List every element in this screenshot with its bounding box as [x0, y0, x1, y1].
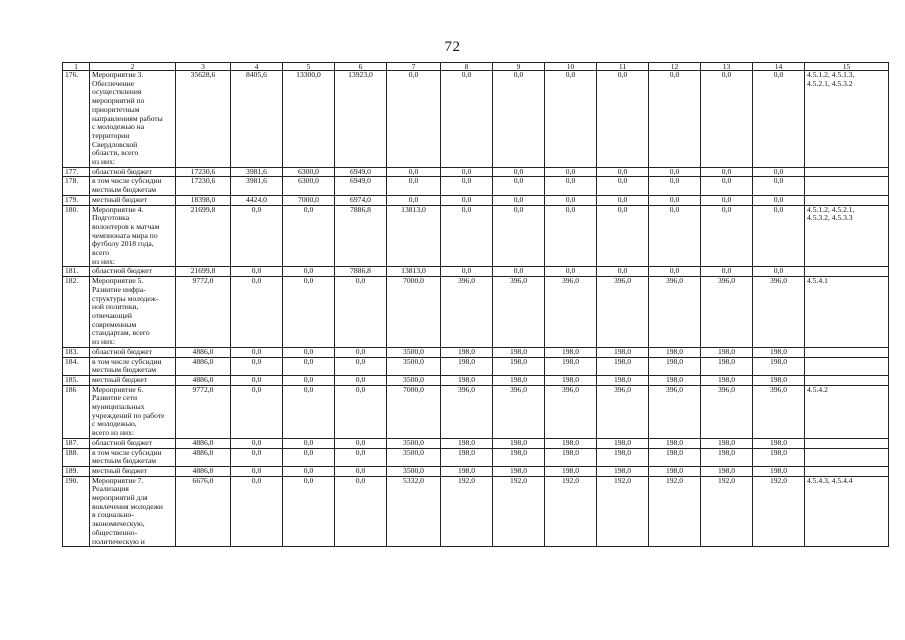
value-cell: 396,0 [649, 277, 701, 348]
value-cell: 8405,6 [231, 71, 283, 168]
value-cell: 192,0 [597, 476, 649, 547]
value-cell: 396,0 [545, 385, 597, 438]
value-cell: 0,0 [649, 167, 701, 177]
value-cell: 5332,0 [387, 476, 441, 547]
value-cell: 0,0 [283, 205, 335, 267]
value-cell: 0,0 [545, 205, 597, 267]
target-indicator-refs: 4.5.4.2 [805, 385, 889, 438]
value-cell: 0,0 [649, 71, 701, 168]
value-cell: 4424,0 [231, 195, 283, 205]
value-cell: 0,0 [597, 177, 649, 195]
row-name: в том числе субсидии местным бюджетам [90, 177, 176, 195]
value-cell: 3981,6 [231, 167, 283, 177]
value-cell: 7000,0 [283, 195, 335, 205]
row-name: областной бюджет [90, 267, 176, 277]
value-cell: 0,0 [231, 205, 283, 267]
value-cell: 0,0 [231, 448, 283, 466]
value-cell: 198,0 [753, 357, 805, 375]
value-cell: 198,0 [493, 357, 545, 375]
value-cell: 0,0 [597, 267, 649, 277]
value-cell: 0,0 [335, 357, 387, 375]
value-cell: 0,0 [283, 448, 335, 466]
target-indicator-refs [805, 267, 889, 277]
table-row [63, 466, 889, 476]
value-cell: 0,0 [441, 205, 493, 267]
value-cell: 198,0 [753, 438, 805, 448]
value-cell: 0,0 [753, 71, 805, 168]
value-cell: 4886,0 [176, 466, 231, 476]
value-cell: 198,0 [701, 375, 753, 385]
target-indicator-refs [805, 448, 889, 466]
value-cell: 396,0 [441, 277, 493, 348]
value-cell: 198,0 [441, 466, 493, 476]
row-number: 187. [63, 438, 90, 448]
value-cell: 17230,6 [176, 177, 231, 195]
column-header-5: 5 [283, 63, 335, 71]
value-cell: 198,0 [649, 466, 701, 476]
table-body [63, 71, 889, 547]
value-cell: 0,0 [283, 375, 335, 385]
row-number: 190. [63, 476, 90, 547]
value-cell: 198,0 [493, 375, 545, 385]
header-row [63, 63, 889, 71]
value-cell: 0,0 [753, 195, 805, 205]
column-header-12: 12 [649, 63, 701, 71]
value-cell: 6300,0 [283, 177, 335, 195]
target-indicator-refs [805, 177, 889, 195]
value-cell: 7886,8 [335, 267, 387, 277]
value-cell: 9772,0 [176, 277, 231, 348]
value-cell: 198,0 [701, 466, 753, 476]
table-row [63, 177, 889, 195]
value-cell: 396,0 [649, 385, 701, 438]
value-cell: 198,0 [701, 357, 753, 375]
value-cell: 192,0 [701, 476, 753, 547]
table-row [63, 267, 889, 277]
value-cell: 198,0 [649, 347, 701, 357]
row-name: местный бюджет [90, 375, 176, 385]
row-number: 185. [63, 375, 90, 385]
target-indicator-refs: 4.5.4.1 [805, 277, 889, 348]
column-header-10: 10 [545, 63, 597, 71]
value-cell: 3500,0 [387, 438, 441, 448]
table-row [63, 438, 889, 448]
value-cell: 0,0 [441, 167, 493, 177]
row-number: 180. [63, 205, 90, 267]
value-cell: 0,0 [493, 167, 545, 177]
value-cell: 0,0 [335, 438, 387, 448]
value-cell: 198,0 [597, 448, 649, 466]
value-cell: 0,0 [231, 438, 283, 448]
value-cell: 18398,0 [176, 195, 231, 205]
value-cell: 0,0 [753, 167, 805, 177]
row-number: 176. [63, 71, 90, 168]
value-cell: 0,0 [649, 195, 701, 205]
page-number: 72 [444, 39, 461, 55]
value-cell: 198,0 [753, 448, 805, 466]
value-cell: 0,0 [493, 205, 545, 267]
row-name: в том числе субсидии местным бюджетам [90, 357, 176, 375]
table-row [63, 167, 889, 177]
row-number: 177. [63, 167, 90, 177]
value-cell: 6949,0 [335, 177, 387, 195]
row-name: Мероприятие 6. Развитие сети муниципальных учреждений по работе с молодежью, всего из них: [90, 385, 176, 438]
target-indicator-refs: 4.5.1.2, 4.5.2.1, 4.5.3.2, 4.5.3.3 [805, 205, 889, 267]
column-header-14: 14 [753, 63, 805, 71]
row-name: областной бюджет [90, 167, 176, 177]
value-cell: 17230,6 [176, 167, 231, 177]
value-cell: 198,0 [441, 448, 493, 466]
value-cell: 0,0 [387, 177, 441, 195]
column-header-11: 11 [597, 63, 649, 71]
value-cell: 198,0 [597, 466, 649, 476]
value-cell: 198,0 [701, 438, 753, 448]
value-cell: 0,0 [387, 167, 441, 177]
value-cell: 3500,0 [387, 466, 441, 476]
value-cell: 396,0 [493, 385, 545, 438]
value-cell: 0,0 [597, 71, 649, 168]
value-cell: 7000,0 [387, 385, 441, 438]
row-number: 189. [63, 466, 90, 476]
value-cell: 0,0 [231, 476, 283, 547]
value-cell: 7886,8 [335, 205, 387, 267]
target-indicator-refs [805, 466, 889, 476]
row-number: 181. [63, 267, 90, 277]
value-cell: 198,0 [649, 375, 701, 385]
value-cell: 396,0 [493, 277, 545, 348]
value-cell: 21699,8 [176, 267, 231, 277]
value-cell: 396,0 [701, 277, 753, 348]
value-cell: 396,0 [597, 385, 649, 438]
value-cell: 198,0 [493, 347, 545, 357]
value-cell: 0,0 [441, 177, 493, 195]
column-header-7: 7 [387, 63, 441, 71]
value-cell: 6974,0 [335, 195, 387, 205]
value-cell: 0,0 [545, 177, 597, 195]
value-cell: 198,0 [597, 347, 649, 357]
value-cell: 0,0 [335, 375, 387, 385]
column-header-2: 2 [90, 63, 176, 71]
value-cell: 0,0 [649, 177, 701, 195]
value-cell: 0,0 [493, 71, 545, 168]
value-cell: 0,0 [231, 375, 283, 385]
table-row [63, 448, 889, 466]
value-cell: 7000,0 [387, 277, 441, 348]
value-cell: 0,0 [701, 167, 753, 177]
value-cell: 198,0 [441, 375, 493, 385]
value-cell: 13300,0 [283, 71, 335, 168]
budget-table [62, 62, 889, 547]
value-cell: 0,0 [335, 347, 387, 357]
value-cell: 0,0 [335, 476, 387, 547]
value-cell: 396,0 [701, 385, 753, 438]
value-cell: 0,0 [283, 267, 335, 277]
value-cell: 198,0 [545, 438, 597, 448]
value-cell: 0,0 [231, 385, 283, 438]
target-indicator-refs [805, 167, 889, 177]
value-cell: 9772,0 [176, 385, 231, 438]
value-cell: 0,0 [701, 71, 753, 168]
value-cell: 0,0 [753, 267, 805, 277]
value-cell: 0,0 [387, 71, 441, 168]
table-row [63, 476, 889, 547]
column-header-8: 8 [441, 63, 493, 71]
value-cell: 396,0 [753, 385, 805, 438]
value-cell: 4886,0 [176, 347, 231, 357]
target-indicator-refs: 4.5.1.2, 4.5.1.3, 4.5.2.1, 4.5.3.2 [805, 71, 889, 168]
row-name: областной бюджет [90, 438, 176, 448]
target-indicator-refs [805, 438, 889, 448]
row-number: 182. [63, 277, 90, 348]
value-cell: 0,0 [545, 267, 597, 277]
column-header-9: 9 [493, 63, 545, 71]
value-cell: 198,0 [493, 466, 545, 476]
value-cell: 198,0 [545, 466, 597, 476]
value-cell: 0,0 [493, 177, 545, 195]
value-cell: 3500,0 [387, 347, 441, 357]
value-cell: 0,0 [545, 167, 597, 177]
value-cell: 0,0 [283, 385, 335, 438]
value-cell: 4886,0 [176, 448, 231, 466]
value-cell: 3500,0 [387, 375, 441, 385]
table-row [63, 385, 889, 438]
value-cell: 4886,0 [176, 357, 231, 375]
value-cell: 192,0 [493, 476, 545, 547]
value-cell: 198,0 [545, 448, 597, 466]
row-name: местный бюджет [90, 466, 176, 476]
value-cell: 0,0 [649, 267, 701, 277]
column-header-1: 1 [63, 63, 90, 71]
target-indicator-refs [805, 195, 889, 205]
value-cell: 6676,0 [176, 476, 231, 547]
row-name: местный бюджет [90, 195, 176, 205]
column-header-13: 13 [701, 63, 753, 71]
table-row [63, 375, 889, 385]
column-header-6: 6 [335, 63, 387, 71]
value-cell: 0,0 [441, 71, 493, 168]
value-cell: 192,0 [753, 476, 805, 547]
value-cell: 0,0 [231, 466, 283, 476]
value-cell: 192,0 [545, 476, 597, 547]
value-cell: 0,0 [701, 195, 753, 205]
value-cell: 396,0 [753, 277, 805, 348]
value-cell: 6300,0 [283, 167, 335, 177]
value-cell: 0,0 [335, 385, 387, 438]
value-cell: 13813,0 [387, 267, 441, 277]
value-cell: 198,0 [701, 448, 753, 466]
value-cell: 192,0 [649, 476, 701, 547]
row-name: Мероприятие 7. Реализация мероприятий для вовлечения молодежи в социально- экономическую, общественно- политическую и [90, 476, 176, 547]
table-row [63, 71, 889, 168]
value-cell: 198,0 [753, 347, 805, 357]
value-cell: 396,0 [597, 277, 649, 348]
value-cell: 0,0 [597, 205, 649, 267]
value-cell: 0,0 [545, 195, 597, 205]
value-cell: 0,0 [493, 267, 545, 277]
column-header-4: 4 [231, 63, 283, 71]
value-cell: 0,0 [493, 195, 545, 205]
value-cell: 198,0 [597, 357, 649, 375]
value-cell: 0,0 [283, 277, 335, 348]
target-indicator-refs [805, 347, 889, 357]
value-cell: 4886,0 [176, 375, 231, 385]
value-cell: 0,0 [701, 267, 753, 277]
column-header-3: 3 [176, 63, 231, 71]
value-cell: 0,0 [283, 476, 335, 547]
target-indicator-refs [805, 375, 889, 385]
value-cell: 0,0 [701, 205, 753, 267]
row-number: 179. [63, 195, 90, 205]
value-cell: 0,0 [597, 195, 649, 205]
target-indicator-refs: 4.5.4.3, 4.5.4.4 [805, 476, 889, 547]
row-name: областной бюджет [90, 347, 176, 357]
value-cell: 0,0 [231, 267, 283, 277]
value-cell: 3500,0 [387, 448, 441, 466]
value-cell: 0,0 [597, 167, 649, 177]
target-indicator-refs [805, 357, 889, 375]
row-number: 183. [63, 347, 90, 357]
value-cell: 198,0 [701, 347, 753, 357]
value-cell: 198,0 [649, 357, 701, 375]
value-cell: 0,0 [545, 71, 597, 168]
row-number: 186 [63, 385, 90, 438]
table-row [63, 205, 889, 267]
value-cell: 0,0 [335, 277, 387, 348]
value-cell: 13813,0 [387, 205, 441, 267]
value-cell: 0,0 [283, 438, 335, 448]
value-cell: 198,0 [649, 448, 701, 466]
value-cell: 0,0 [231, 277, 283, 348]
value-cell: 198,0 [493, 438, 545, 448]
value-cell: 198,0 [441, 438, 493, 448]
value-cell: 0,0 [231, 357, 283, 375]
value-cell: 0,0 [231, 347, 283, 357]
value-cell: 198,0 [649, 438, 701, 448]
value-cell: 0,0 [441, 267, 493, 277]
table-row [63, 277, 889, 348]
value-cell: 198,0 [753, 466, 805, 476]
value-cell: 13923,0 [335, 71, 387, 168]
value-cell: 35628,6 [176, 71, 231, 168]
value-cell: 0,0 [335, 466, 387, 476]
value-cell: 198,0 [545, 357, 597, 375]
value-cell: 0,0 [753, 177, 805, 195]
value-cell: 0,0 [649, 205, 701, 267]
value-cell: 0,0 [753, 205, 805, 267]
value-cell: 0,0 [335, 448, 387, 466]
value-cell: 198,0 [597, 375, 649, 385]
value-cell: 198,0 [441, 357, 493, 375]
value-cell: 192,0 [441, 476, 493, 547]
row-number: 188. [63, 448, 90, 466]
table-row [63, 347, 889, 357]
row-name: Мероприятие 4. Подготовка волонтеров к матчам чемпионата мира по футболу 2018 года, всего из них: [90, 205, 176, 267]
row-name: Мероприятие 5. Развитие инфра- структуры молодеж- ной политики, отвечающей современным стандартам, всего из них: [90, 277, 176, 348]
value-cell: 4886,0 [176, 438, 231, 448]
row-number: 184. [63, 357, 90, 375]
table-row [63, 195, 889, 205]
value-cell: 0,0 [441, 195, 493, 205]
value-cell: 0,0 [387, 195, 441, 205]
value-cell: 396,0 [441, 385, 493, 438]
value-cell: 0,0 [283, 466, 335, 476]
value-cell: 198,0 [545, 347, 597, 357]
value-cell: 3500,0 [387, 357, 441, 375]
value-cell: 0,0 [283, 347, 335, 357]
row-name: в том числе субсидии местным бюджетам [90, 448, 176, 466]
value-cell: 198,0 [545, 375, 597, 385]
column-header-15: 15 [805, 63, 889, 71]
table-row [63, 357, 889, 375]
value-cell: 396,0 [545, 277, 597, 348]
value-cell: 198,0 [441, 347, 493, 357]
value-cell: 21699,8 [176, 205, 231, 267]
value-cell: 198,0 [493, 448, 545, 466]
value-cell: 0,0 [701, 177, 753, 195]
row-number: 178. [63, 177, 90, 195]
value-cell: 3981,6 [231, 177, 283, 195]
value-cell: 198,0 [597, 438, 649, 448]
value-cell: 0,0 [283, 357, 335, 375]
row-name: Мероприятие 3. Обеспечение осуществления мероприятий по приоритетным направлениям работы с молодежью на территории Свердловской области, всего из них: [90, 71, 176, 168]
value-cell: 198,0 [753, 375, 805, 385]
value-cell: 6949,0 [335, 167, 387, 177]
